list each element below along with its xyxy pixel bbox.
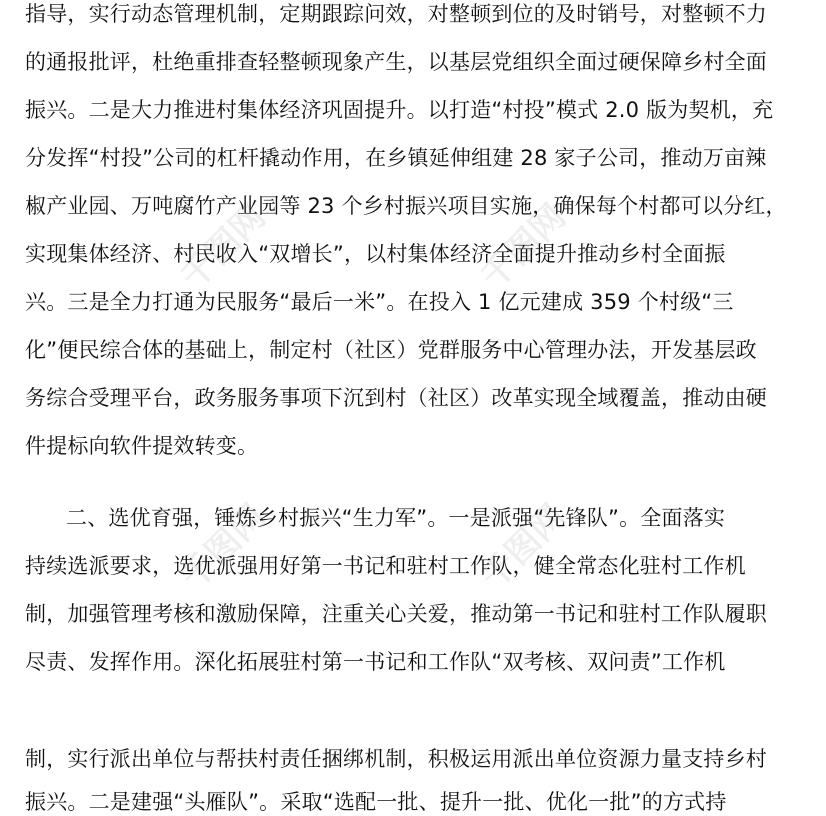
paragraph-1-line: 实现集体经济、村民收入“双增长”，以村集体经济全面提升推动乡村全面振 xyxy=(25,242,726,266)
paragraph-1-line: 的通报批评，杜绝重排查轻整顿现象产生，以基层党组织全面过硬保障乡村全面 xyxy=(25,50,767,74)
paragraph-2-line: 制，加强管理考核和激励保障，注重关心关爱，推动第一书记和驻村工作队履职 xyxy=(25,602,767,626)
paragraph-1-line: 振兴。二是大力推进村集体经济巩固提升。以打造“村投”模式 2.0 版为契机，充 xyxy=(25,98,774,122)
paragraph-2-line: 振兴。二是建强“头雁队”。采取“选配一批、提升一批、优化一批”的方式持 xyxy=(25,790,727,814)
paragraph-1-line: 兴。三是全力打通为民服务“最后一米”。在投入 1 亿元建成 359 个村级“三 xyxy=(25,290,734,314)
paragraph-2-line: 尽责、发挥作用。深化拓展驻村第一书记和工作队“双考核、双问责”工作机 xyxy=(25,650,726,674)
paragraph-1-line: 分发挥“村投”公司的杠杆撬动作用，在乡镇延伸组建 28 家子公司，推动万亩辣 xyxy=(25,146,767,170)
paragraph-1-line: 指导，实行动态管理机制，定期跟踪问效，对整顿到位的及时销号，对整顿不力 xyxy=(25,2,767,26)
watermark-text: 千图网 xyxy=(173,196,274,298)
watermark-text: 千图网 xyxy=(173,496,274,598)
paragraph-2-line: 制，实行派出单位与帮扶村责任捆绑机制，积极运用派出单位资源力量支持乡村 xyxy=(25,747,767,771)
paragraph-1-line: 化”便民综合体的基础上，制定村（社区）党群服务中心管理办法，开发基层政 xyxy=(25,338,757,362)
paragraph-2-line: 二、选优育强，锤炼乡村振兴“生力军”。一是派强“先锋队”。全面落实 xyxy=(66,506,726,530)
paragraph-1-line: 椒产业园、万吨腐竹产业园等 23 个乡村振兴项目实施，确保每个村都可以分红， xyxy=(25,194,787,218)
paragraph-1-line: 件提标向软件提效转变。 xyxy=(25,434,259,458)
paragraph-2-line: 持续选派要求，选优派强用好第一书记和驻村工作队，健全常态化驻村工作机 xyxy=(25,554,746,578)
paragraph-1-line: 务综合受理平台，政务服务事项下沉到村（社区）改革实现全域覆盖，推动由硬 xyxy=(25,386,767,410)
watermark-text: 千图网 xyxy=(473,196,574,298)
watermark-text: 千图网 xyxy=(473,496,574,598)
